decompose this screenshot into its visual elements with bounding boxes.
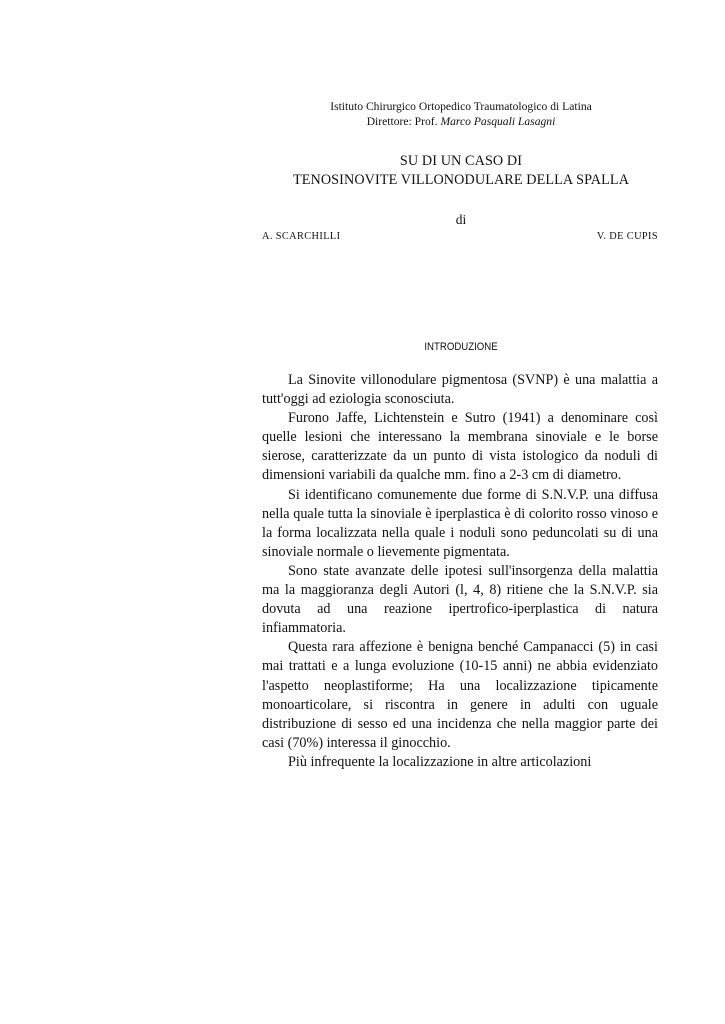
paper-title [262, 152, 660, 190]
paragraph: Questa rara affezione è benigna benché Campanacci (5) in casi mai trattati e a lunga evoluzione (10-15 anni) ne abbia evidenziato l'aspetto neoplastiforme; Ha una localizzazione tipicamente monoarticolare, si riscontra in genere in adulti con uguale distribuzione di sesso ed una incidenza che nella maggior parte dei casi (70%) interessa il ginocchio. [262, 639, 658, 751]
paragraph: La Sinovite villonodulare pigmentosa (SVNP) è una malattia a tutt'oggi ad eziologia sconosciuta. [262, 372, 658, 408]
institute-name: Istituto Chirurgico Ortopedico Traumatologico di Latina [330, 100, 592, 113]
author-de-cupis: V. DE CUPIS [596, 231, 658, 242]
director-name: Marco Pasquali Lasagni [440, 115, 556, 128]
body-text [262, 371, 658, 772]
section-heading: INTRODUZIONE [424, 341, 498, 353]
director-line [262, 114, 660, 129]
paragraph: Si identificano comunemente due forme di S.N.V.P. una diffusa nella quale tutta la sinoviale è iperplastica è di colorito rosso vinoso e la forma localizzata nella quale i noduli sono peduncolati su di una sinoviale normale o lievemente pigmentata. [262, 486, 658, 560]
title-line-1: SU DI UN CASO DI [399, 153, 523, 169]
institution-header [262, 99, 660, 129]
title-line-2: TENOSINOVITE VILLONODULARE DELLA SPALLA [292, 172, 630, 188]
paragraph: Più infrequente la localizzazione in altre articolazioni [288, 753, 592, 770]
author-scarchilli: A. SCARCHILLI [262, 231, 341, 242]
paragraph: Sono state avanzate delle ipotesi sull'insorgenza della malattia ma la maggioranza degli Autori (l, 4, 8) ritiene che la S.N.V.P. sia dovuta ad una reazione ipertrofico-iperplastica di natura infiammatoria. [262, 562, 658, 637]
director-label: Direttore: Prof. [366, 115, 438, 128]
paragraph: Furono Jaffe, Lichtenstein e Sutro (1941) a denominare così quelle lesioni che interessano la membrana sinoviale e le borse sierose, caratterizzate da un punto di vista istologico da noduli di dimensioni variabili da qualche mm. fino a 2-3 cm di diametro. [262, 410, 658, 484]
byline-di: di [455, 212, 467, 227]
